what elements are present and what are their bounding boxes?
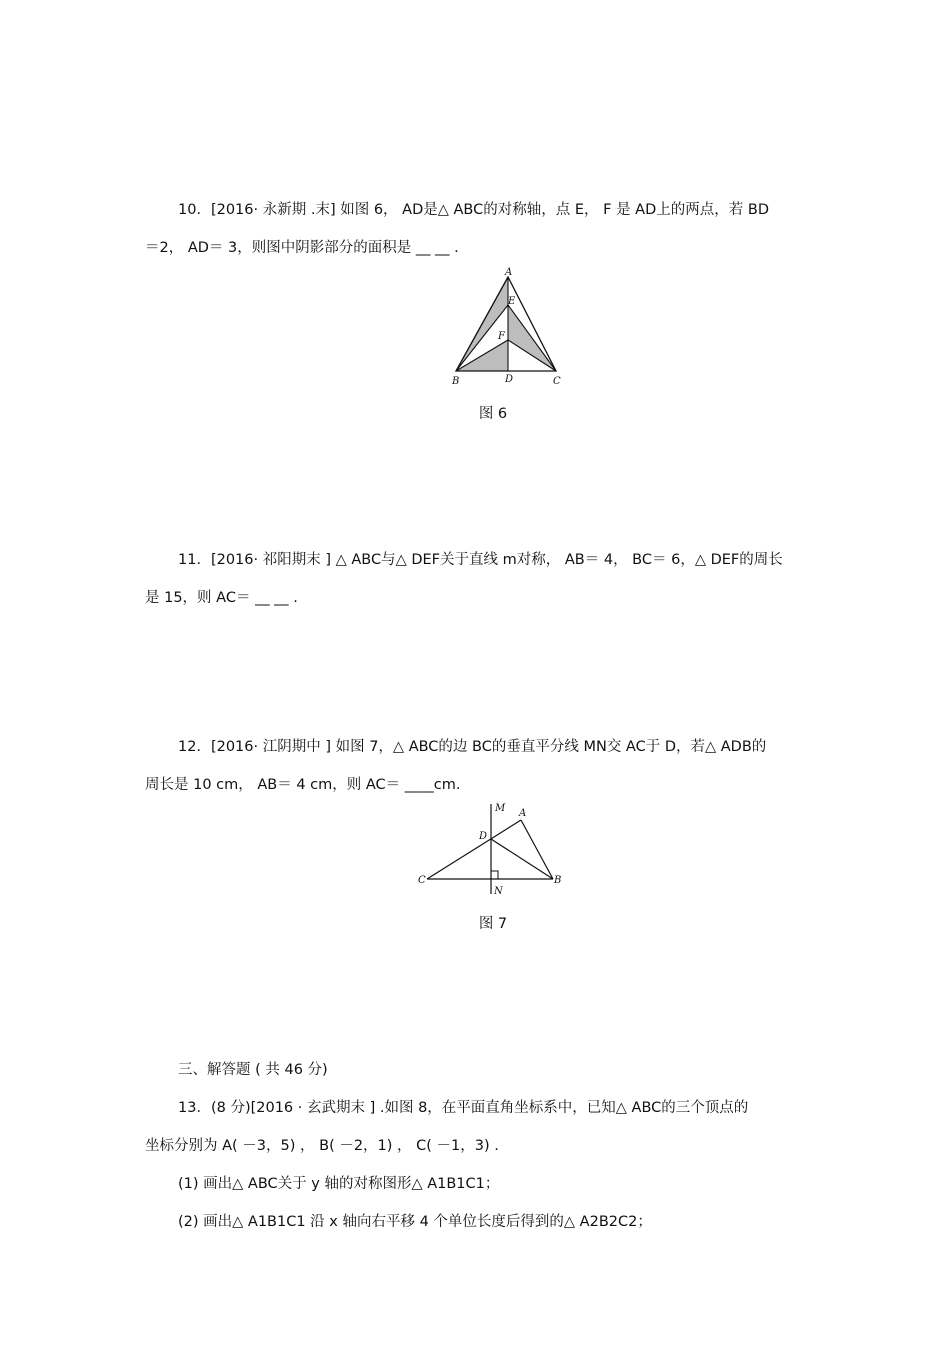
q13-part-1: (1) 画出△ ABC关于 y 轴的对称图形△ A1B1C1；: [178, 1176, 500, 1192]
label-a: A: [505, 267, 513, 278]
label-m: M: [495, 803, 506, 814]
label-b: B: [452, 376, 460, 387]
right-angle-mark: [491, 871, 498, 879]
segment-db: [491, 839, 553, 879]
label-c: C: [418, 875, 426, 886]
q10-line-1: 10．[2016· 永新期 .末] 如图 6， AD是△ ABC的对称轴，点 E， F 是 AD上的两点，若 BD: [178, 202, 769, 218]
label-d: D: [505, 374, 514, 385]
label-e: E: [508, 296, 516, 307]
figure-7: [415, 800, 575, 900]
q11-line-1: 11．[2016· 祁阳期末 ] △ ABC与△ DEF关于直线 m对称， AB＝ 4， BC＝ 6，△ DEF的周长: [178, 552, 783, 568]
q12-line-2: 周长是 10 cm， AB＝ 4 cm，则 AC＝ ____cm.: [145, 777, 461, 793]
figure-7-caption: 图 7: [478, 916, 508, 932]
q10-line-2: ＝2， AD＝ 3，则图中阴影部分的面积是 __ __ .: [145, 240, 459, 256]
q11-line-2: 是 15，则 AC＝ __ __ .: [145, 590, 298, 606]
label-d: D: [479, 831, 488, 842]
section-3-heading: 三、解答题 ( 共 46 分): [178, 1062, 328, 1078]
label-a: A: [519, 808, 527, 819]
figure-6-caption: 图 6: [478, 406, 508, 422]
segment-ab: [521, 820, 553, 879]
q13-line-1: 13．(8 分)[2016 · 玄武期末 ] .如图 8，在平面直角坐标系中，已知△ ABC的三个顶点的: [178, 1100, 749, 1116]
label-c: C: [553, 376, 561, 387]
label-n: N: [494, 886, 503, 897]
q13-line-2: 坐标分别为 A( －3，5) ， B( －2，1) ， C( －1，3) .: [145, 1138, 499, 1154]
label-f: F: [498, 331, 505, 342]
figure-6: [440, 265, 580, 390]
q12-line-1: 12．[2016· 江阴期中 ] 如图 7，△ ABC的边 BC的垂直平分线 MN交 AC于 D，若△ ADB的: [178, 739, 767, 755]
q13-part-2: (2) 画出△ A1B1C1 沿 x 轴向右平移 4 个单位长度后得到的△ A2B2C2；: [178, 1214, 652, 1230]
label-b: B: [554, 875, 562, 886]
